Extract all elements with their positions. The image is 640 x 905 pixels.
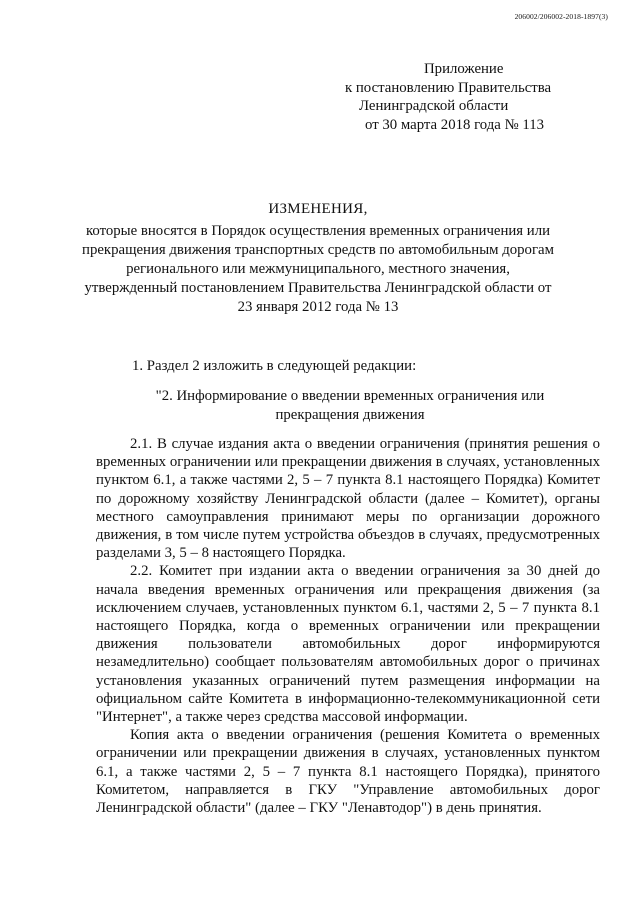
section-heading: "2. Информирование о введении временных ограничения или прекращения движения [155, 388, 545, 423]
appendix-line: к постановлению Правительства [345, 79, 552, 96]
document-id: 206002/206002-2018-1897(3) [514, 12, 608, 21]
paragraph: Копия акта о введении ограничения (решения Комитета о временных ограничении или прекращении движения в случаях, установленных пунктом 6.1, а также частями 2, 5 – 7 пункта 8.1 настоящего Порядка), принятого Комитетом, направляется в ГКУ "Управление автомобильных дорог Ленинградской области" (далее – ГКУ "Ленавтодор") в день принятия. [96, 727, 600, 817]
title-heading: ИЗМЕНЕНИЯ, [268, 201, 368, 217]
title-subtitle: которые вносятся в Порядок осуществления временных ограничения или прекращения движения транспортных средств по автомобильным дорогам регионального или межмуниципального, местного значения, утвержденный постановлением Правительства Ленинградской области от 23 января 2012 года № 13 [82, 223, 554, 315]
document-title [80, 200, 556, 317]
appendix-line: Ленинградской области [359, 98, 509, 114]
appendix-line: Приложение [424, 61, 504, 77]
appendix-line: от 30 марта 2018 года № 113 [365, 116, 545, 133]
appendix-block [345, 60, 615, 134]
paragraph: 2.1. В случае издания акта о введении ограничения (принятия решения о временных ограничении или прекращении движения в случаях, установленных пунктом 6.1, а также частями 2, 5 – 7 пункта 8.1 настоящего Порядка) Комитет по дорожному хозяйству Ленинградской области (далее – Комитет), органы местного самоуправления принимают меры по организации дорожного движения, в том числе путем устройства объездов в случаях, предусмотренных разделами 3, 5 – 8 настоящего Порядка. [96, 436, 600, 562]
point-1: 1. Раздел 2 изложить в следующей редакции: [132, 358, 417, 374]
paragraph: 2.2. Комитет при издании акта о введении ограничения за 30 дней до начала введения временных ограничения или прекращения движения (за исключением случаев, установленных пунктом 6.1, частями 2, 5 – 7 пункта 8.1 настоящего Порядка, когда о временных ограничении или прекращении движения пользователи автомобильных дорог информируются незамедлительно) сообщает пользователям автомобильных дорог о причинах установления указанных ограничений путем размещения информации на официальном сайте Комитета в информационно-телекоммуникационной сети "Интернет", а также через средства массовой информации. [96, 563, 600, 726]
body-text [96, 435, 600, 817]
